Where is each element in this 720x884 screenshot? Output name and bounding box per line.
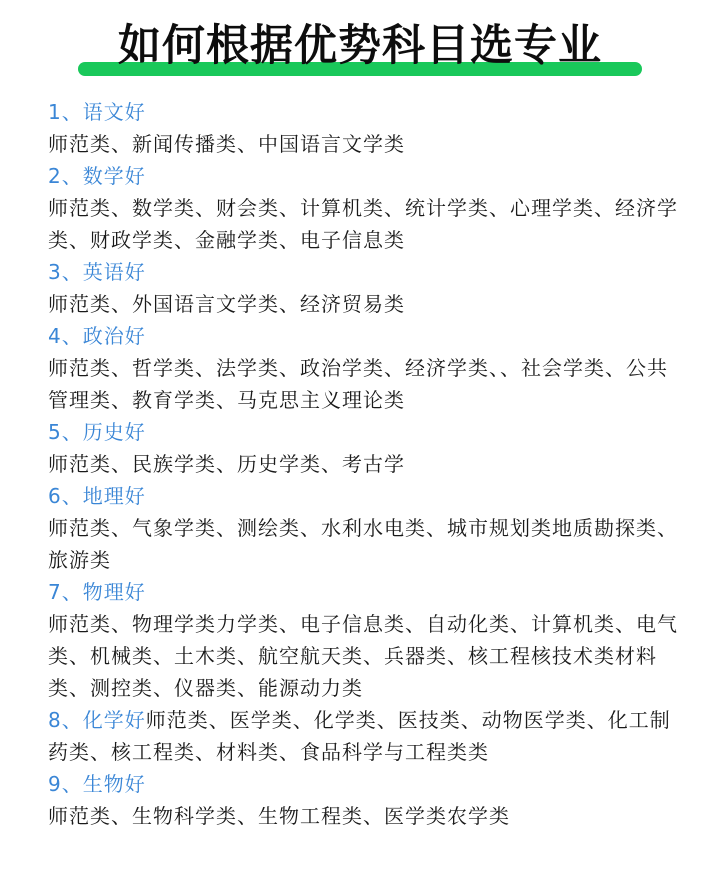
section-text: 师范类、外国语言文学类、经济贸易类 [48, 292, 405, 316]
section-heading: 4、政治好 [48, 324, 146, 348]
section-heading: 7、物理好 [48, 580, 146, 604]
section-text: 师范类、新闻传播类、中国语言文学类 [48, 132, 405, 156]
section-heading: 8、化学好 [48, 708, 146, 732]
section-physics [48, 576, 684, 704]
section-text: 师范类、哲学类、法学类、政治学类、经济学类、、社会学类、公共管理类、教育学类、马克思主义理论类 [48, 356, 668, 412]
section-text: 师范类、医学类、化学类、医技类、动物医学类、化工制药类、核工程类、材料类、食品科学与工程类类 [48, 708, 671, 764]
section-text: 师范类、生物科学类、生物工程类、医学类农学类 [48, 804, 510, 828]
section-heading: 6、地理好 [48, 484, 146, 508]
content-list [48, 96, 684, 832]
title-block [0, 14, 720, 84]
page-title: 如何根据优势科目选专业 [118, 21, 602, 71]
section-biology [48, 768, 684, 832]
section-text: 师范类、气象学类、测绘类、水利水电类、城市规划类地质勘探类、旅游类 [48, 516, 678, 572]
section-heading: 5、历史好 [48, 420, 146, 444]
section-english [48, 256, 684, 320]
section-politics [48, 320, 684, 416]
section-text: 师范类、民族学类、历史学类、考古学 [48, 452, 405, 476]
section-geography [48, 480, 684, 576]
section-chinese [48, 96, 684, 160]
section-history [48, 416, 684, 480]
section-math [48, 160, 684, 256]
section-heading: 2、数学好 [48, 164, 146, 188]
section-heading: 1、语文好 [48, 100, 146, 124]
section-text: 师范类、数学类、财会类、计算机类、统计学类、心理学类、经济学类、财政学类、金融学类、电子信息类 [48, 196, 678, 252]
section-text: 师范类、物理学类力学类、电子信息类、自动化类、计算机类、电气类、机械类、土木类、航空航天类、兵器类、核工程核技术类材料类、测控类、仪器类、能源动力类 [48, 612, 678, 700]
section-heading: 3、英语好 [48, 260, 146, 284]
section-heading: 9、生物好 [48, 772, 146, 796]
section-chemistry [48, 704, 684, 768]
